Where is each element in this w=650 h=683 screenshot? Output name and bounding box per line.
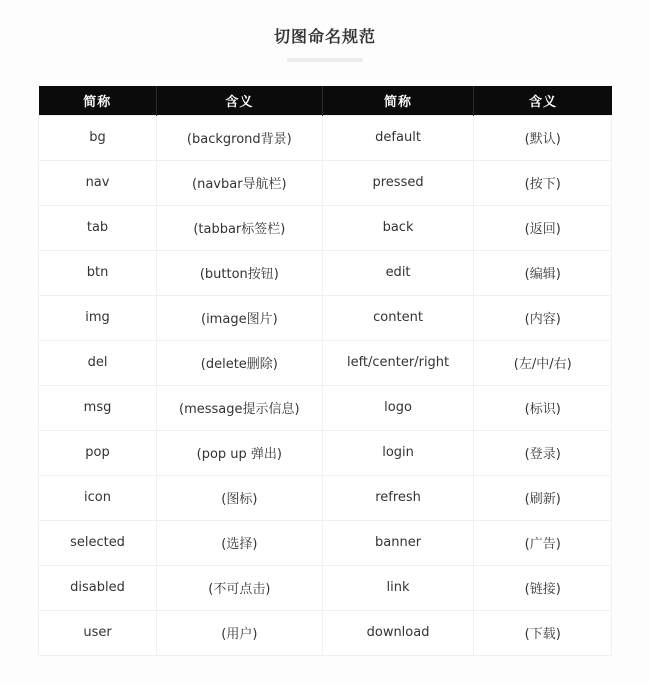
header-cell-abbr-left: 简称 [39, 86, 157, 115]
table-cell: edit [322, 250, 474, 295]
table-cell: (message提示信息) [157, 385, 323, 430]
table-cell: btn [39, 250, 157, 295]
header-cell-meaning-left: 含义 [157, 86, 323, 115]
table-cell: (用户) [157, 610, 323, 655]
table-cell: selected [39, 520, 157, 565]
table-row [39, 340, 612, 385]
table-cell: (刷新) [474, 475, 612, 520]
table-cell: (navbar导航栏) [157, 160, 323, 205]
table-cell: tab [39, 205, 157, 250]
table-cell: (delete删除) [157, 340, 323, 385]
table-cell: (编辑) [474, 250, 612, 295]
table-cell: pop [39, 430, 157, 475]
table-cell: back [322, 205, 474, 250]
table-cell: user [39, 610, 157, 655]
table-cell: (不可点击) [157, 565, 323, 610]
naming-table [38, 86, 612, 656]
table-body [39, 115, 612, 655]
table-cell: left/center/right [322, 340, 474, 385]
table-row [39, 430, 612, 475]
table-cell: banner [322, 520, 474, 565]
table-cell: link [322, 565, 474, 610]
table-row [39, 160, 612, 205]
table-cell: (选择) [157, 520, 323, 565]
table-row [39, 565, 612, 610]
table-row [39, 115, 612, 160]
table-cell: (下载) [474, 610, 612, 655]
table-cell: (backgrond背景) [157, 115, 323, 160]
table-cell: content [322, 295, 474, 340]
table-cell: msg [39, 385, 157, 430]
table-cell: img [39, 295, 157, 340]
header-cell-meaning-right: 含义 [474, 86, 612, 115]
table-cell: (pop up 弹出) [157, 430, 323, 475]
table-cell: (左/中/右) [474, 340, 612, 385]
table-cell: bg [39, 115, 157, 160]
table-cell: del [39, 340, 157, 385]
table-cell: login [322, 430, 474, 475]
title-underline [287, 58, 363, 62]
table-cell: (内容) [474, 295, 612, 340]
table-cell: (广告) [474, 520, 612, 565]
table-cell: (tabbar标签栏) [157, 205, 323, 250]
table-cell: (登录) [474, 430, 612, 475]
table-row [39, 385, 612, 430]
table-cell: (标识) [474, 385, 612, 430]
table-head [39, 86, 612, 115]
table-row [39, 205, 612, 250]
table-row [39, 610, 612, 655]
table-cell: (按下) [474, 160, 612, 205]
table-cell: icon [39, 475, 157, 520]
table-row [39, 250, 612, 295]
table-row [39, 475, 612, 520]
table-cell: disabled [39, 565, 157, 610]
table-cell: (返回) [474, 205, 612, 250]
table-header-row [39, 86, 612, 115]
table-cell: (图标) [157, 475, 323, 520]
header-cell-abbr-right: 简称 [322, 86, 474, 115]
table-cell: refresh [322, 475, 474, 520]
table-cell: (默认) [474, 115, 612, 160]
table-row [39, 295, 612, 340]
table-cell: (链接) [474, 565, 612, 610]
table-cell: nav [39, 160, 157, 205]
table-cell: (image图片) [157, 295, 323, 340]
table-cell: logo [322, 385, 474, 430]
table-row [39, 520, 612, 565]
table-cell: default [322, 115, 474, 160]
table-cell: (button按钮) [157, 250, 323, 295]
page-title: 切图命名规范 [273, 27, 376, 46]
table-cell: pressed [322, 160, 474, 205]
table-cell: download [322, 610, 474, 655]
